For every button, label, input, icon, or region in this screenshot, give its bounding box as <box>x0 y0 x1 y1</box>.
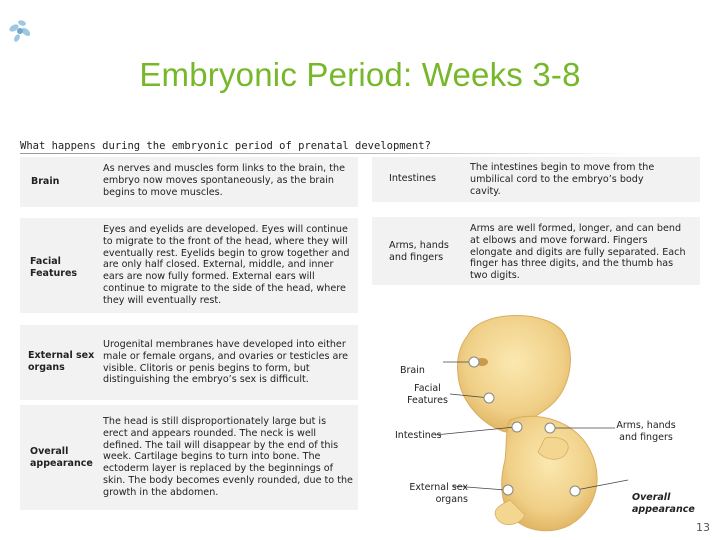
term-intestines: Intestines <box>389 173 436 184</box>
slide-subtitle: What happens during the embryonic period of prenatal development? <box>20 140 431 152</box>
divider <box>20 153 640 154</box>
flower-logo-icon <box>4 14 38 48</box>
term-brain: Brain <box>31 176 60 187</box>
term-arms-hands-fingers: Arms, hands and fingers <box>389 240 449 263</box>
desc-brain: As nerves and muscles form links to the brain, the embryo now moves spontaneously, as the brain begins to move muscles. <box>103 163 345 198</box>
term-facial-features: Facial Features <box>30 256 78 279</box>
desc-arms-hands-fingers: Arms are well formed, longer, and can bend at elbows and move forward. Fingers elongate and digits are fully separated. Each finger has three digits, and the thumb has two digits. <box>470 223 686 282</box>
label-facial-features: Facial Features <box>407 383 448 406</box>
slide-title: Embryonic Period: Weeks 3-8 <box>139 56 581 93</box>
desc-facial-features: Eyes and eyelids are developed. Eyes will continue to migrate to the front of the head, where they will eventually rest. Eyelids begin to grow together and are only half closed. External, middle, and inner ears are now fully formed. External ears will continue to migrate to the side of the head, where they will eventually rest. <box>103 224 350 306</box>
term-overall-appearance: Overall appearance <box>30 446 93 469</box>
desc-intestines: The intestines begin to move from the umbilical cord to the embryo’s body cavity. <box>470 162 655 197</box>
label-arms-hands-fingers: Arms, hands and fingers <box>616 420 676 443</box>
label-external-sex-organs: External sex organs <box>409 482 468 505</box>
page-number: 13 <box>696 521 710 534</box>
term-external-sex-organs: External sex organs <box>28 350 95 373</box>
label-intestines: Intestines <box>395 430 442 441</box>
desc-external-sex-organs: Urogenital membranes have developed into either male or female organs, and ovaries or testicles are visible. Clitoris or penis begins to form, but distinguishing the embryo’s sex is difficult. <box>103 339 349 386</box>
label-brain: Brain <box>400 365 425 376</box>
desc-overall-appearance: The head is still disproportionately large but is erect and appears rounded. The neck is well defined. The tail will disappear by the end of this week. Cartilage begins to turn into bone. The ectoderm layer is replaced by the beginnings of skin. The body becomes evenly rounded, due to the growth in the abdomen. <box>103 416 353 498</box>
label-overall-appearance: Overall appearance <box>632 492 695 515</box>
